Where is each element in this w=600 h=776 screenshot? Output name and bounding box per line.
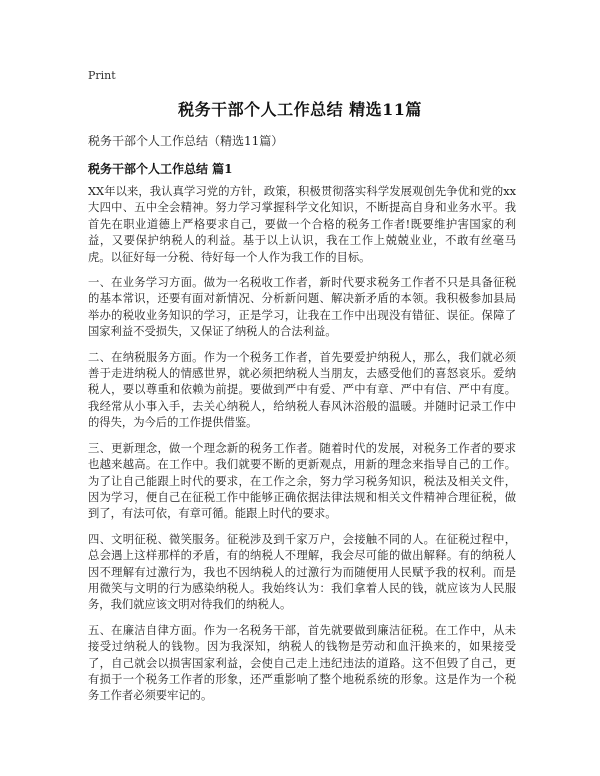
print-link[interactable]: Print bbox=[88, 69, 116, 82]
paragraph-civil-tax-collection: 四、文明征税、微笑服务。征税涉及到千家万户，会接触不同的人。在征税过程中，总会遇上这样那样的矛盾，有的纳税人不理解，我会尽可能的做出解释。有的纳税人因不理解有过激行为，我也不因纳税人的过激行为而随便用人民赋予我的权利。而是用微笑与文明的行为感染纳税人。我始终认为：我们拿着人民的钱，就应该为人民服务，我们就应该文明对待我们的纳税人。 bbox=[88, 532, 516, 612]
page-title: 税务干部个人工作总结 精选11篇 bbox=[178, 100, 422, 119]
paragraph-integrity: 五、在廉洁自律方面。作为一名税务干部，首先就要做到廉洁征税。在工作中，从未接受过纳税人的钱物。因为我深知，纳税人的钱物是劳动和血汗换来的，如果接受了，自己就会以损害国家利益，会使自己走上违纪违法的道路。这不但毁了自己，更有损于一个税务工作者的形象，还严重影响了整个地税系统的形象。这是作为一个税务工作者必须要牢记的。 bbox=[88, 623, 516, 703]
paragraph-intro: XX年以来，我认真学习党的方针，政策，积极贯彻落实科学发展观创先争优和党的xx大四中、五中全会精神。努力学习掌握科学文化知识，不断提高自身和业务水平。我首先在职业道德上严格要求自己，要做一个合格的税务工作者!既要维护害国家的利益，又要保护纳税人的利益。基于以上认识，我在工作上兢兢业业，不敢有丝毫马虎。以征好每一分税、待好每一个人作为我工作的目标。 bbox=[88, 185, 516, 264]
paragraph-business-study: 一、在业务学习方面。做为一名税收工作者，新时代要求税务工作者不只是具备征税的基本常识，还要有面对新情况、分析新问题、解决新矛盾的本领。我积极参加县局举办的税收业务知识的学习，正是学习，让我在工作中出现没有错征、误征。保障了国家利益不受损失，又保证了纳税人的合法利益。 bbox=[88, 276, 516, 339]
document-subtitle: 税务干部个人工作总结（精选11篇） bbox=[88, 134, 284, 148]
paragraph-taxpayer-service: 二、在纳税服务方面。作为一个税务工作者，首先要爱护纳税人，那么，我们就必须善于走进纳税人的情感世界，就必须把纳税人当朋友，去感受他们的喜怒哀乐。爱纳税人，要以尊重和依赖为前提。要做到严中有爱、严中有章、严中有信、严中有度。我经常从小事入手，去关心纳税人，给纳税人春风沐浴般的温暖。并随时记录工作中的得失，为今后的工作提供借鉴。 bbox=[88, 350, 516, 430]
article-body bbox=[88, 184, 516, 714]
paragraph-update-concepts: 三、更新理念，做一个理念新的税务工作者。随着时代的发展，对税务工作者的要求也越来越高。在工作中。我们就要不断的更新观点，用新的理念来指导自己的工作。为了让自己能跟上时代的要求，在工作之余，努力学习税务知识，税法及相关文件，因为学习，便自己在征税工作中能够正确依据法律法规和相关文件精神合理征税，做到了，有法可依，有章可循。能跟上时代的要求。 bbox=[88, 441, 516, 521]
section-heading: 税务干部个人工作总结 篇1 bbox=[88, 162, 233, 176]
